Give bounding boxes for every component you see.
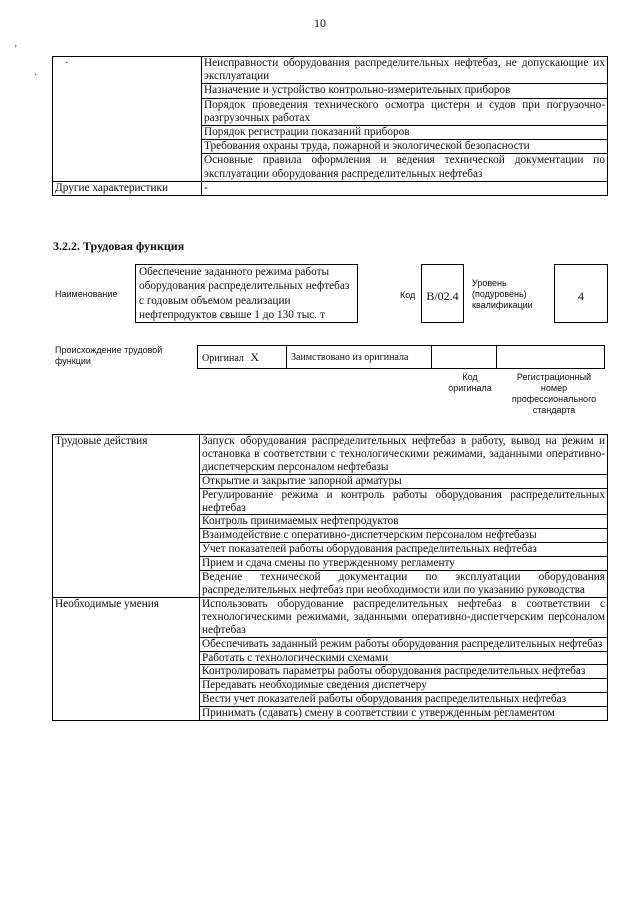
skill-item: Принимать (сдавать) смену в соответствии с утвержденным регламентом <box>200 707 608 721</box>
skill-item: Передавать необходимые сведения диспетчеру <box>200 679 608 693</box>
function-name: Обеспечение заданного режима работы оборудования распределительных нефтебаз с годовым объемом реализации нефтепродуктов свыше 1 до 130 тыс. т <box>135 264 358 323</box>
page-number: 10 <box>314 16 326 30</box>
original-mark: X <box>250 349 260 364</box>
action-item: Контроль принимаемых нефтепродуктов <box>200 515 608 529</box>
skill-item: Вести учет показателей работы оборудования распределительных нефтебаз <box>200 693 608 707</box>
origin-code-cell <box>432 346 497 369</box>
section-title: 3.2.2. Трудовая функция <box>53 239 185 253</box>
margin-mark: · <box>34 70 38 81</box>
level-label: Уровень (подуровень) квалификации <box>472 278 533 310</box>
actions-label: Трудовые действия <box>53 435 200 598</box>
action-item: Регулирование режима и контроль работы оборудования распределительных нефтебаз <box>200 488 608 515</box>
knowledge-label-cell <box>53 57 202 182</box>
knowledge-item: Назначение и устройство контрольно-измерительных приборов <box>202 84 608 98</box>
action-item: Прием и сдача смены по утвержденному регламенту <box>200 557 608 571</box>
skill-item: Использовать оборудование распределительных нефтебаз в соответствии с технологическими режимами, заданными оперативно-диспетчерским персоналом нефтебаз <box>200 597 608 637</box>
name-label: Наименование <box>55 289 118 299</box>
origin-table <box>197 345 605 369</box>
skills-label: Необходимые умения <box>53 597 200 720</box>
skill-item: Обеспечивать заданный режим работы оборудования распределительных нефтебаз <box>200 637 608 651</box>
origin-reg-cell <box>497 346 605 369</box>
action-item: Взаимодействие с оперативно-диспетчерским персоналом нефтебазы <box>200 529 608 543</box>
borrowed-label: Заимствовано из оригинала <box>287 346 432 369</box>
action-item: Учет показателей работы оборудования распределительных нефтебаз <box>200 543 608 557</box>
code-value: B/02.4 <box>421 264 464 323</box>
code-label: Код <box>400 290 416 300</box>
margin-mark: ’ <box>14 44 18 55</box>
other-characteristics-value: - <box>202 181 608 195</box>
reg-caption: Регистрационный номер профессионального стандарта <box>511 372 597 415</box>
action-item: Запуск оборудования распределительных нефтебаз в работу, вывод на режим и остановка в соответствии с технологическими режимами, заданными оперативно-диспетчерским персоналом нефтебазы <box>200 435 608 475</box>
knowledge-item: Требования охраны труда, пожарной и экологической безопасности <box>202 140 608 154</box>
other-characteristics-label: Другие характеристики <box>53 181 202 195</box>
skill-item: Работать с технологическими схемами <box>200 651 608 665</box>
action-item: Ведение технической документации по эксплуатации оборудования распределительных нефтебаз при необходимости или по указанию руководства <box>200 571 608 598</box>
knowledge-item: Основные правила оформления и ведения технической документации по эксплуатации оборудования распределительных нефтебаз <box>202 154 608 181</box>
origin-label: Происхождение трудовой функции <box>55 345 163 366</box>
skill-item: Контролировать параметры работы оборудования распределительных нефтебаз <box>200 665 608 679</box>
code-caption: Код оригинала <box>448 372 492 393</box>
level-value: 4 <box>554 264 608 323</box>
knowledge-item: Порядок проведения технического осмотра цистерн и судов при погрузочно-разгрузочных работах <box>202 98 608 125</box>
knowledge-item: Порядок регистрации показаний приборов <box>202 126 608 140</box>
knowledge-item: Неисправности оборудования распределительных нефтебаз, не допускающие их эксплуатации <box>202 57 608 84</box>
origin-original-cell <box>198 346 287 369</box>
original-label: Оригинал <box>202 352 244 364</box>
action-item: Открытие и закрытие запорной арматуры <box>200 474 608 488</box>
knowledge-table <box>52 56 608 196</box>
actions-skills-table <box>52 434 608 721</box>
bullet-mark: · <box>65 57 69 69</box>
